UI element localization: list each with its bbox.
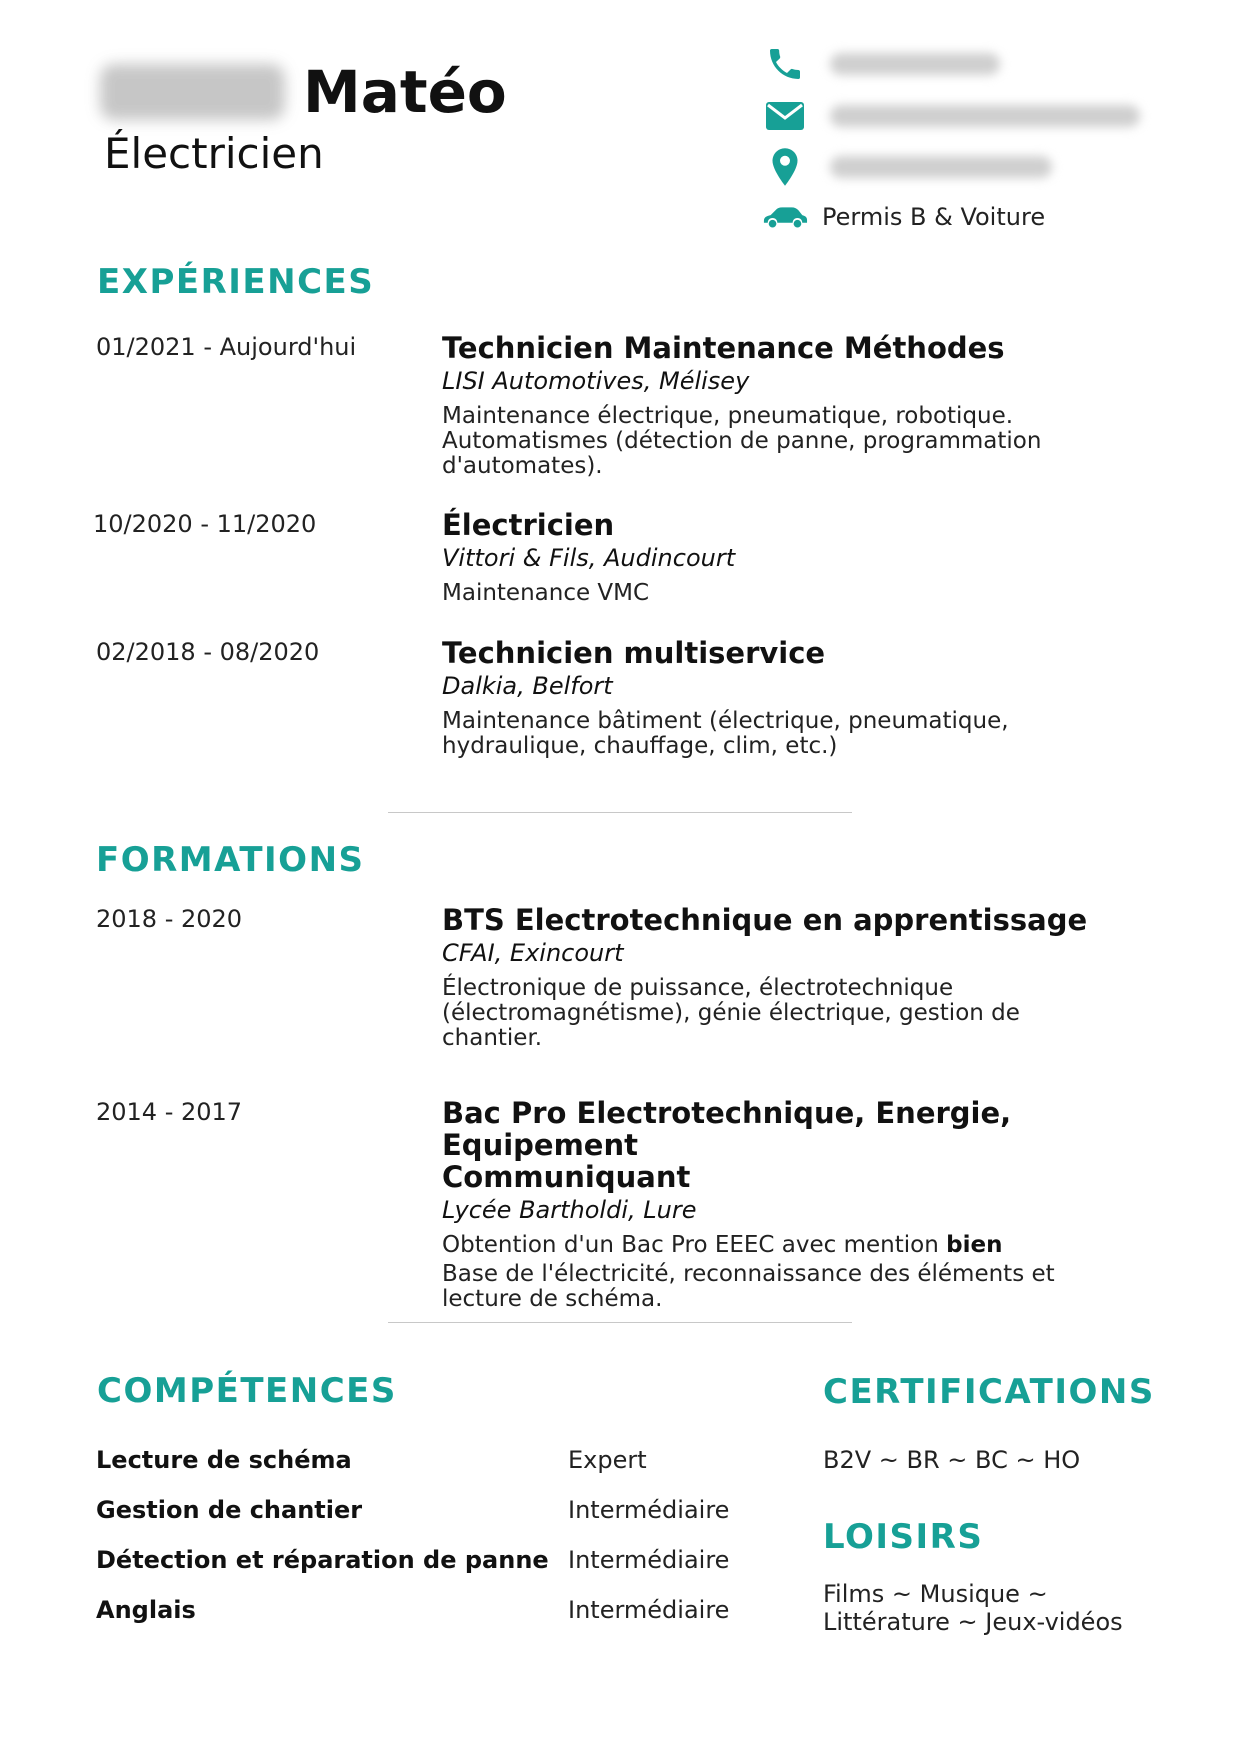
experience-description <box>442 404 1182 479</box>
formation-title <box>442 1097 1182 1193</box>
description-line: Maintenance VMC <box>442 580 650 606</box>
formation-date: 2014 - 2017 <box>96 1098 243 1126</box>
experience-org: Dalkia, Belfort <box>442 672 613 700</box>
email-redacted <box>830 105 1140 127</box>
experience-org: Vittori & Fils, Audincourt <box>442 544 736 572</box>
experience-entry <box>442 637 1182 759</box>
mention-bold: bien <box>946 1232 1003 1258</box>
address-redacted <box>830 156 1052 178</box>
section-title-loisirs: LOISIRS <box>823 1517 984 1557</box>
skill-name: Lecture de schéma <box>96 1446 352 1474</box>
skill-name: Détection et réparation de panne <box>96 1546 549 1574</box>
experience-description <box>442 709 1182 759</box>
formation-org: CFAI, Exincourt <box>442 939 624 967</box>
first-name: Matéo <box>303 58 507 126</box>
experience-date: 01/2021 - Aujourd'hui <box>96 333 357 361</box>
section-divider <box>388 812 852 813</box>
formation-description <box>442 1262 1182 1312</box>
experience-title: Technicien multiservice <box>442 636 826 670</box>
job-title: Électricien <box>104 129 324 178</box>
phone-icon <box>762 45 808 83</box>
section-title-formations: FORMATIONS <box>96 840 365 880</box>
formation-org: Lycée Bartholdi, Lure <box>442 1196 697 1224</box>
formation-entry <box>442 904 1182 1051</box>
section-divider <box>388 1322 852 1323</box>
formation-entry <box>442 1097 1182 1312</box>
title-line: Bac Pro Electrotechnique, Energie, Equipement <box>442 1096 1012 1162</box>
envelope-icon <box>762 97 808 135</box>
experience-title: Technicien Maintenance Méthodes <box>442 331 1005 365</box>
section-title-competences: COMPÉTENCES <box>97 1371 397 1411</box>
skill-level: Intermédiaire <box>568 1496 730 1524</box>
license-text: Permis B & Voiture <box>822 203 1046 231</box>
description-line: lecture de schéma. <box>442 1286 663 1312</box>
contact-email <box>762 97 1140 135</box>
contact-address <box>762 148 1052 186</box>
loisirs-line: Films ~ Musique ~ <box>823 1580 1048 1608</box>
experience-description <box>442 581 1182 606</box>
experience-title: Électricien <box>442 508 615 542</box>
formation-mention <box>442 1233 1182 1258</box>
loisirs-line: Littérature ~ Jeux-vidéos <box>823 1608 1123 1636</box>
experience-entry <box>442 509 1182 606</box>
skill-level: Intermédiaire <box>568 1596 730 1624</box>
mention-text: Obtention d'un Bac Pro EEEC avec mention <box>442 1232 939 1258</box>
description-line: Maintenance électrique, pneumatique, robotique. <box>442 403 1014 429</box>
description-line: hydraulique, chauffage, clim, etc.) <box>442 733 838 759</box>
skill-level: Expert <box>568 1446 647 1474</box>
description-line: d'automates). <box>442 453 603 479</box>
skill-name: Gestion de chantier <box>96 1496 363 1524</box>
description-line: Maintenance bâtiment (électrique, pneumatique, <box>442 708 1009 734</box>
contact-license <box>762 198 1045 236</box>
experience-date: 10/2020 - 11/2020 <box>93 510 317 538</box>
phone-redacted <box>830 53 1000 75</box>
formation-date: 2018 - 2020 <box>96 905 243 933</box>
description-line: Électronique de puissance, électrotechnique <box>442 975 954 1001</box>
loisirs-list <box>823 1580 1123 1636</box>
section-title-experiences: EXPÉRIENCES <box>97 262 375 302</box>
description-line: Base de l'électricité, reconnaissance des éléments et <box>442 1261 1055 1287</box>
experience-org: LISI Automotives, Mélisey <box>442 367 750 395</box>
title-line: Communiquant <box>442 1160 691 1194</box>
car-icon <box>762 198 808 236</box>
contact-phone <box>762 45 1000 83</box>
description-line: chantier. <box>442 1025 543 1051</box>
experience-entry <box>442 332 1182 479</box>
formation-description <box>442 976 1182 1051</box>
last-name-redacted <box>100 64 285 120</box>
experience-date: 02/2018 - 08/2020 <box>96 638 320 666</box>
section-title-certifications: CERTIFICATIONS <box>823 1372 1155 1412</box>
skill-name: Anglais <box>96 1596 196 1624</box>
certifications-list: B2V ~ BR ~ BC ~ HO <box>823 1446 1081 1474</box>
description-line: Automatismes (détection de panne, programmation <box>442 428 1042 454</box>
skill-level: Intermédiaire <box>568 1546 730 1574</box>
formation-title: BTS Electrotechnique en apprentissage <box>442 903 1088 937</box>
description-line: (électromagnétisme), génie électrique, gestion de <box>442 1000 1020 1026</box>
location-pin-icon <box>762 148 808 186</box>
